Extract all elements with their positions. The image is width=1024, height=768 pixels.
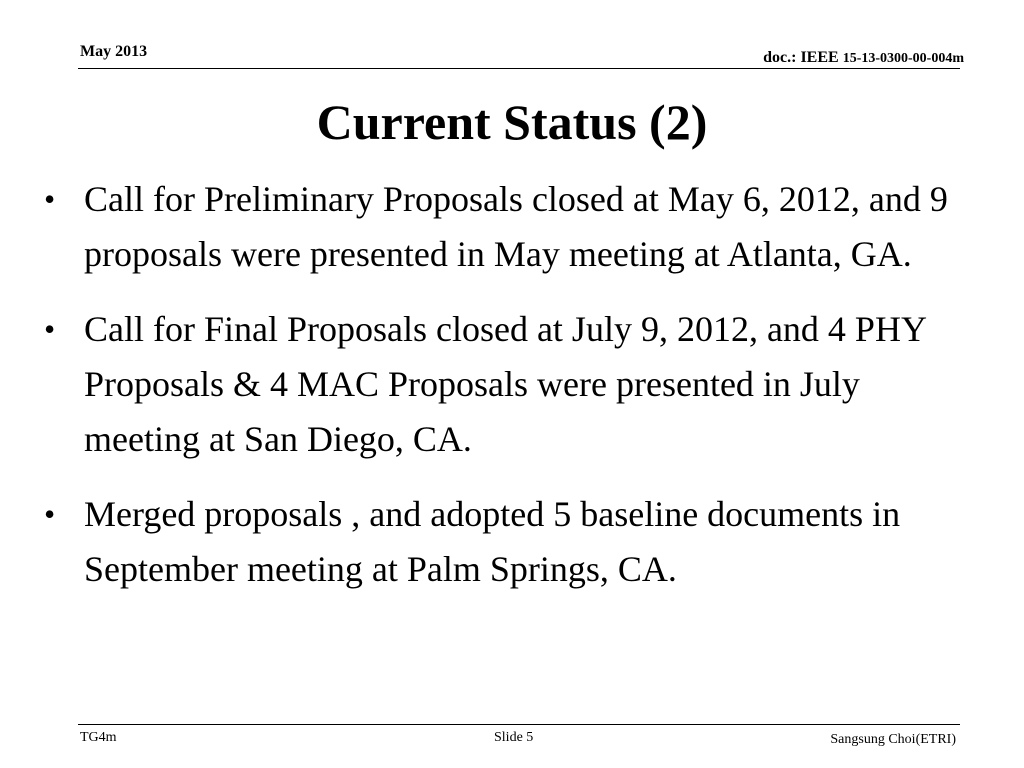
bullet-text: Call for Final Proposals closed at July 9, 2012, and 4 PHY Proposals & 4 MAC Proposals were presented in July meeting at San Diego, CA. <box>84 309 926 459</box>
header-doc-prefix: doc.: IEEE <box>763 49 843 66</box>
header-date: May 2013 <box>80 43 148 60</box>
bullet-text: Merged proposals , and adopted 5 baseline documents in September meeting at Palm Springs, CA. <box>84 494 901 589</box>
footer-author: Sangsung Choi(ETRI) <box>830 732 956 747</box>
header-doc-id <box>763 48 964 69</box>
header-divider <box>78 68 960 69</box>
bullet-item <box>40 172 980 282</box>
bullet-item <box>40 487 980 597</box>
bullet-dot-icon: • <box>44 181 56 217</box>
slide-title: Current Status (2) <box>316 94 708 150</box>
footer-divider <box>78 724 960 725</box>
bullet-dot-icon: • <box>44 496 56 532</box>
bullet-item <box>40 302 980 467</box>
footer-group-name: TG4m <box>80 730 117 745</box>
bullet-list <box>40 172 980 617</box>
bullet-text: Call for Preliminary Proposals closed at May 6, 2012, and 9 proposals were presented in May meeting at Atlanta, GA. <box>84 179 948 274</box>
header-doc-number: 15-13-0300-00-004m <box>842 51 964 66</box>
bullet-dot-icon: • <box>44 311 56 347</box>
slide-number: Slide 5 <box>494 730 534 745</box>
